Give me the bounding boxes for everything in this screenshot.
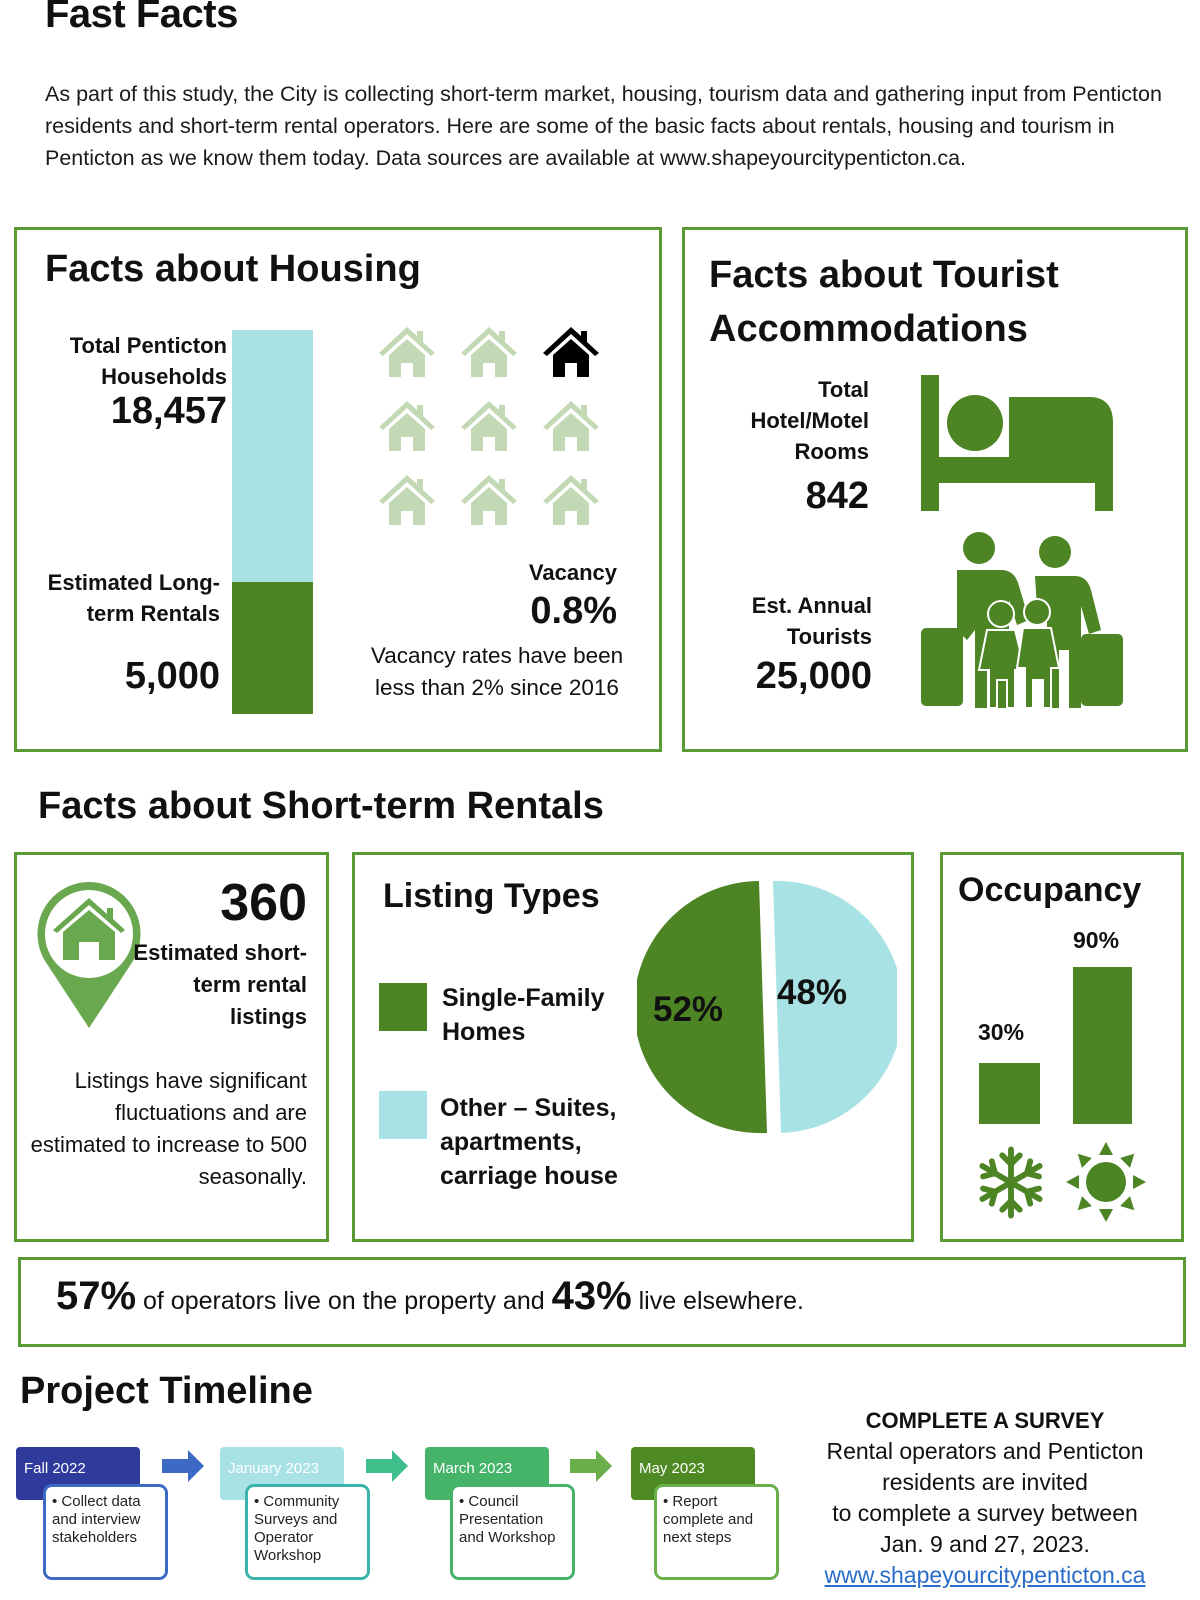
- survey-line: Rental operators and Penticton: [826, 1438, 1144, 1464]
- households-bar: [232, 330, 313, 582]
- on-property-percent: 57%: [56, 1274, 137, 1318]
- survey-link[interactable]: www.shapeyourcitypenticton.ca: [824, 1562, 1146, 1588]
- tourist-facts-panel: [682, 227, 1188, 752]
- occupancy-panel: [940, 852, 1184, 1242]
- elsewhere-percent: 43%: [551, 1274, 632, 1318]
- timeline-task: • Council Presentation and Workshop: [459, 1493, 568, 1547]
- house-icon: [377, 473, 437, 525]
- summer-occupancy-bar: [1073, 967, 1132, 1124]
- house-icon-vacant: [541, 325, 601, 377]
- arrow-right-icon: [366, 1450, 408, 1482]
- survey-line: residents are invited: [882, 1469, 1088, 1495]
- pie-label-other: 48%: [777, 973, 848, 1012]
- house-icon: [459, 473, 519, 525]
- annual-tourists-label: Est. Annual Tourists: [751, 593, 872, 649]
- long-term-rentals-label: Estimated Long-term Rentals: [47, 570, 220, 626]
- family-travelers-icon: [917, 530, 1127, 710]
- house-icon: [459, 325, 519, 377]
- occupancy-title: Occupancy: [958, 871, 1142, 909]
- operators-panel: [18, 1257, 1186, 1347]
- households-value: 18,457: [110, 390, 227, 432]
- house-icon: [541, 399, 601, 451]
- vacancy-label: Vacancy: [528, 560, 617, 585]
- timeline-date-january-2023: January 2023: [220, 1447, 344, 1500]
- survey-line: to complete a survey between: [832, 1500, 1138, 1526]
- timeline-card-january-2023: [245, 1484, 370, 1580]
- sun-icon: [1065, 1141, 1147, 1223]
- house-icon: [377, 399, 437, 451]
- survey-heading: COMPLETE A SURVEY: [865, 1408, 1105, 1433]
- operators-statement: [56, 1274, 804, 1319]
- vacancy-value: 0.8%: [530, 590, 617, 632]
- tourist-title: Facts about Tourist Accommodations: [709, 254, 1059, 350]
- intro-paragraph: As part of this study, the City is collecting short-term market, housing, tourism data and gathering input from Penticton residents and short-term rental operators. Here are some of the basic facts about rentals, housing and tourism in Penticton as we know them today. Data sources are available at www.shapeyourcitypenticton.ca.: [45, 82, 1162, 170]
- legend-swatch-single-family: [379, 983, 427, 1031]
- listings-label: Estimated short-term rental listings: [133, 940, 307, 1029]
- legend-swatch-other: [379, 1091, 427, 1139]
- timeline-title: Project Timeline: [20, 1370, 313, 1412]
- annual-tourists-value: 25,000: [755, 655, 872, 697]
- hotel-rooms-label: Total Hotel/Motel Rooms: [750, 377, 869, 464]
- house-icon: [377, 325, 437, 377]
- short-term-rentals-title: Facts about Short-term Rentals: [38, 785, 604, 827]
- timeline-task: • Report complete and next steps: [663, 1493, 772, 1547]
- survey-callout: [805, 1405, 1165, 1591]
- hotel-rooms-value: 842: [805, 475, 869, 517]
- timeline-date-fall-2022: Fall 2022: [16, 1447, 140, 1500]
- snowflake-icon: [976, 1145, 1046, 1220]
- timeline-card-fall-2022: [43, 1484, 168, 1580]
- arrow-right-icon: [570, 1450, 612, 1482]
- winter-occupancy-value: 30%: [978, 1019, 1025, 1045]
- households-label: Total Penticton Households: [69, 333, 227, 389]
- timeline-date-may-2023: May 2023: [631, 1447, 755, 1500]
- bed-icon: [921, 375, 1121, 511]
- summer-occupancy-value: 90%: [1073, 927, 1120, 953]
- legend-label-single-family: Single-Family Homes: [442, 984, 605, 1046]
- winter-occupancy-bar: [979, 1063, 1040, 1124]
- listing-types-title: Listing Types: [383, 877, 600, 915]
- listings-panel: [14, 852, 329, 1242]
- pie-label-single-family: 52%: [653, 990, 724, 1029]
- survey-line: Jan. 9 and 27, 2023.: [880, 1531, 1090, 1557]
- housing-facts-panel: [14, 227, 662, 752]
- listings-note: Listings have significant fluctuations and are estimated to increase to 500 seasonally.: [30, 1068, 307, 1189]
- timeline-date-march-2023: March 2023: [425, 1447, 549, 1500]
- timeline-card-march-2023: [450, 1484, 575, 1580]
- long-term-rentals-value: 5,000: [124, 655, 220, 697]
- timeline-task: • Collect data and interview stakeholders: [52, 1493, 161, 1547]
- housing-title: Facts about Housing: [45, 248, 421, 290]
- elsewhere-text: live elsewhere.: [631, 1287, 804, 1315]
- legend-label-other: Other – Suites, apartments, carriage house: [440, 1094, 618, 1190]
- long-term-rentals-bar: [232, 582, 313, 714]
- on-property-text: of operators live on the property and: [136, 1287, 552, 1315]
- arrow-right-icon: [162, 1450, 204, 1482]
- timeline-card-may-2023: [654, 1484, 779, 1580]
- vacancy-note: Vacancy rates have been less than 2% since 2016: [370, 643, 624, 700]
- house-icon-grid: [377, 325, 627, 525]
- timeline-task: • Community Surveys and Operator Workshop: [254, 1493, 363, 1565]
- listing-types-panel: [352, 852, 914, 1242]
- house-icon: [459, 399, 519, 451]
- house-icon: [541, 473, 601, 525]
- page-title: Fast Facts: [45, 0, 238, 36]
- listings-value: 360: [220, 874, 307, 932]
